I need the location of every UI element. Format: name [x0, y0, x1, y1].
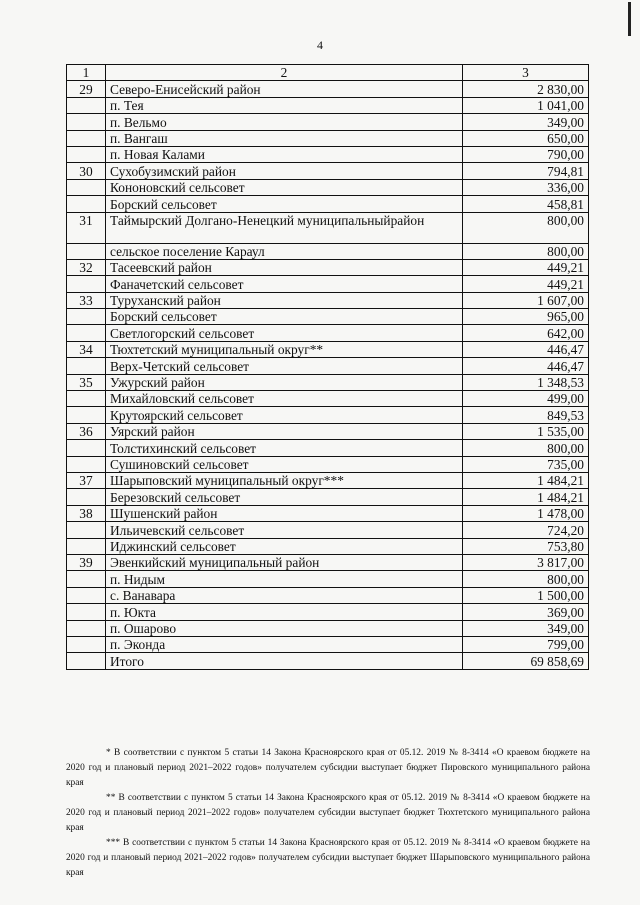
row-name: Уярский район: [106, 423, 463, 439]
row-number: [67, 636, 106, 652]
row-number: [67, 114, 106, 130]
table-row: [67, 472, 589, 488]
row-number: [67, 196, 106, 212]
row-number: 36: [67, 423, 106, 439]
row-value: 349,00: [463, 114, 589, 130]
row-name: Сухобузимский район: [106, 163, 463, 179]
row-name: Кононовский сельсовет: [106, 179, 463, 195]
table-row: [67, 407, 589, 423]
row-value: 369,00: [463, 604, 589, 620]
row-name: п. Вельмо: [106, 114, 463, 130]
row-value: 349,00: [463, 620, 589, 636]
table-row: [67, 522, 589, 538]
row-value: 800,00: [463, 440, 589, 456]
footnote-3: *** В соответствии с пунктом 5 статьи 14 Закона Красноярского края от 05.12. 2019 № 8-3414 «О краевом бюджете на 2020 год и плановый период 2021–2022 годов» получателем субсидии выступает бюджет Шарыповского муниципального района края: [66, 838, 590, 878]
row-value: 1 041,00: [463, 97, 589, 113]
table-row: [67, 341, 589, 357]
row-name: п. Новая Калами: [106, 146, 463, 162]
row-value: 724,20: [463, 522, 589, 538]
row-name: Туруханский район: [106, 292, 463, 308]
row-number: [67, 456, 106, 472]
footnotes: [66, 746, 590, 881]
row-name: п. Эконда: [106, 636, 463, 652]
row-name: Светлогорский сельсовет: [106, 325, 463, 341]
row-name: Итого: [106, 653, 463, 669]
row-name: Шарыповский муниципальный округ***: [106, 472, 463, 488]
row-value: 849,53: [463, 407, 589, 423]
row-value: 1 484,21: [463, 489, 589, 505]
table-row: [67, 163, 589, 179]
row-number: [67, 179, 106, 195]
row-number: [67, 653, 106, 669]
row-value: 790,00: [463, 146, 589, 162]
table-header-row: [67, 65, 589, 81]
row-value: 499,00: [463, 391, 589, 407]
footnote-1: * В соответствии с пунктом 5 статьи 14 Закона Красноярского края от 05.12. 2019 № 8-3414 «О краевом бюджете на 2020 год и плановый период 2021–2022 годов» получателем субсидии выступает бюджет Пировского муниципального района края: [66, 748, 590, 788]
table-row: [67, 571, 589, 587]
row-number: [67, 325, 106, 341]
row-name: Верх-Четский сельсовет: [106, 358, 463, 374]
table-row: [67, 212, 589, 243]
row-number: 37: [67, 472, 106, 488]
row-name: Северо-Енисейский район: [106, 81, 463, 97]
row-value: 3 817,00: [463, 554, 589, 570]
table-row: [67, 604, 589, 620]
table-row: [67, 114, 589, 130]
row-name: п. Юкта: [106, 604, 463, 620]
row-number: [67, 146, 106, 162]
row-value: 446,47: [463, 341, 589, 357]
row-name: п. Вангаш: [106, 130, 463, 146]
row-name: Борский сельсовет: [106, 196, 463, 212]
row-name: Сушиновский сельсовет: [106, 456, 463, 472]
subsidy-table: [66, 64, 589, 670]
row-number: 30: [67, 163, 106, 179]
row-name: Фаначетский сельсовет: [106, 276, 463, 292]
table-row: [67, 259, 589, 275]
table-row: [67, 179, 589, 195]
column-header-value: 3: [463, 65, 589, 81]
row-value: 449,21: [463, 259, 589, 275]
row-name: Борский сельсовет: [106, 309, 463, 325]
row-number: 29: [67, 81, 106, 97]
row-name: Ужурский район: [106, 374, 463, 390]
row-name: Крутоярский сельсовет: [106, 407, 463, 423]
table-row: [67, 391, 589, 407]
row-name: Михайловский сельсовет: [106, 391, 463, 407]
row-value: 642,00: [463, 325, 589, 341]
row-name: Эвенкийский муниципальный район: [106, 554, 463, 570]
table-row: [67, 81, 589, 97]
row-value: 1 535,00: [463, 423, 589, 439]
row-number: 33: [67, 292, 106, 308]
row-name: Иджинский сельсовет: [106, 538, 463, 554]
row-value: 1 478,00: [463, 505, 589, 521]
row-name: Толстихинский сельсовет: [106, 440, 463, 456]
row-value: 1 500,00: [463, 587, 589, 603]
row-number: [67, 587, 106, 603]
row-number: 31: [67, 212, 106, 243]
row-value: 449,21: [463, 276, 589, 292]
row-value: 1 484,21: [463, 472, 589, 488]
row-number: 35: [67, 374, 106, 390]
table-row: [67, 636, 589, 652]
row-value: 800,00: [463, 571, 589, 587]
row-value: 965,00: [463, 309, 589, 325]
row-name: Таймырский Долгано-Ненецкий муниципальныйрайон: [106, 212, 463, 243]
row-number: 38: [67, 505, 106, 521]
table-row: [67, 309, 589, 325]
row-value: 650,00: [463, 130, 589, 146]
table-row: [67, 620, 589, 636]
row-number: [67, 440, 106, 456]
table-row: [67, 505, 589, 521]
table-row: [67, 358, 589, 374]
row-number: 32: [67, 259, 106, 275]
row-number: [67, 130, 106, 146]
table-row: [67, 538, 589, 554]
row-name: п. Тея: [106, 97, 463, 113]
table-row: [67, 653, 589, 669]
row-value: 735,00: [463, 456, 589, 472]
row-name: сельское поселение Караул: [106, 243, 463, 259]
footnote-2: ** В соответствии с пунктом 5 статьи 14 Закона Красноярского края от 05.12. 2019 № 8-3414 «О краевом бюджете на 2020 год и плановый период 2021–2022 годов» получателем субсидии выступает бюджет Тюхтетского муниципального района края: [66, 793, 590, 833]
row-number: 34: [67, 341, 106, 357]
row-number: [67, 407, 106, 423]
row-value: 799,00: [463, 636, 589, 652]
row-number: [67, 309, 106, 325]
table-row: [67, 276, 589, 292]
row-name: п. Нидым: [106, 571, 463, 587]
page-number: 4: [317, 38, 323, 52]
row-value: 446,47: [463, 358, 589, 374]
row-value: 458,81: [463, 196, 589, 212]
table-row: [67, 587, 589, 603]
row-number: [67, 276, 106, 292]
row-number: 39: [67, 554, 106, 570]
row-number: [67, 522, 106, 538]
table-row: [67, 243, 589, 259]
column-header-name: 2: [106, 65, 463, 81]
row-value: 794,81: [463, 163, 589, 179]
scan-edge-mark: [628, 2, 631, 36]
row-name: Ильичевский сельсовет: [106, 522, 463, 538]
row-number: [67, 97, 106, 113]
row-value: 1 607,00: [463, 292, 589, 308]
row-value: 69 858,69: [463, 653, 589, 669]
table-row: [67, 146, 589, 162]
table-row: [67, 292, 589, 308]
row-value: 2 830,00: [463, 81, 589, 97]
row-number: [67, 391, 106, 407]
row-value: 800,00: [463, 243, 589, 259]
row-name: Шушенский район: [106, 505, 463, 521]
row-number: [67, 489, 106, 505]
table-row: [67, 196, 589, 212]
table-row: [67, 554, 589, 570]
table-row: [67, 374, 589, 390]
row-number: [67, 604, 106, 620]
row-name: п. Ошарово: [106, 620, 463, 636]
column-header-number: 1: [67, 65, 106, 81]
row-value: 1 348,53: [463, 374, 589, 390]
table-row: [67, 440, 589, 456]
row-name: с. Ванавара: [106, 587, 463, 603]
table-row: [67, 325, 589, 341]
row-value: 753,80: [463, 538, 589, 554]
table-row: [67, 97, 589, 113]
table-row: [67, 130, 589, 146]
row-name: Тюхтетский муниципальный округ**: [106, 341, 463, 357]
row-value: 336,00: [463, 179, 589, 195]
table-row: [67, 456, 589, 472]
row-number: [67, 358, 106, 374]
row-name: Тасеевский район: [106, 259, 463, 275]
table-body: [67, 81, 589, 669]
row-number: [67, 538, 106, 554]
table-row: [67, 423, 589, 439]
row-number: [67, 243, 106, 259]
row-number: [67, 620, 106, 636]
row-number: [67, 571, 106, 587]
row-value: 800,00: [463, 212, 589, 243]
table-row: [67, 489, 589, 505]
row-name: Березовский сельсовет: [106, 489, 463, 505]
